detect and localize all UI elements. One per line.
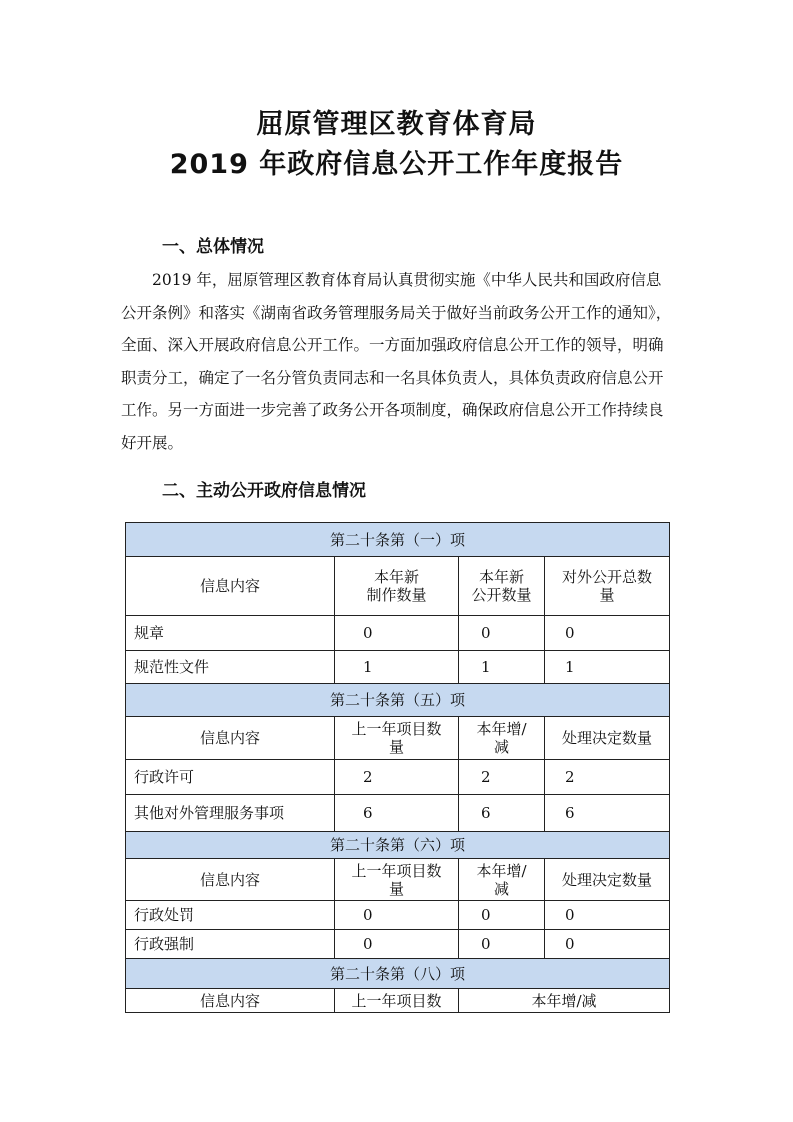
column-header-new-made — [335, 557, 459, 616]
paragraph-line: 全面、深入开展政府信息公开工作。一方面加强政府信息公开工作的领导，明确 — [121, 336, 664, 354]
column-header-content: 信息内容 — [126, 859, 335, 901]
column-header-change — [459, 859, 545, 901]
row-value: 0 — [545, 930, 670, 959]
row-value: 1 — [459, 651, 545, 684]
table-column-header-row — [126, 989, 670, 1013]
table-section-header: 第二十条第（一）项 — [126, 523, 670, 557]
table-section-header-row — [126, 684, 670, 717]
table-row — [126, 795, 670, 832]
row-value: 0 — [335, 901, 459, 930]
paragraph-line: 职责分工，确定了一名分管负责同志和一名具体负责人，具体负责政府信息公开 — [121, 368, 664, 387]
disclosure-table — [125, 522, 670, 1013]
table-section-header-row — [126, 523, 670, 557]
table-row — [126, 760, 670, 795]
header-line: 减 — [493, 738, 509, 756]
row-value: 0 — [459, 616, 545, 651]
column-header-change: 本年增/减 — [459, 989, 670, 1013]
row-label: 规范性文件 — [126, 651, 335, 684]
header-line: 制作数量 — [366, 586, 427, 604]
table-row — [126, 651, 670, 684]
row-value: 1 — [335, 651, 459, 684]
row-value: 1 — [545, 651, 670, 684]
column-header-previous-count: 上一年项目数 — [335, 989, 459, 1013]
table-column-header-row — [126, 859, 670, 901]
header-line: 本年新 — [373, 568, 419, 586]
row-value: 2 — [545, 760, 670, 795]
section-heading-active-disclosure: 二、主动公开政府信息情况 — [162, 481, 366, 501]
table-column-header-row — [126, 557, 670, 616]
row-value: 6 — [335, 795, 459, 832]
row-label: 行政处罚 — [126, 901, 335, 930]
row-value: 6 — [459, 795, 545, 832]
row-value: 0 — [459, 930, 545, 959]
row-label: 规章 — [126, 616, 335, 651]
row-value: 0 — [545, 901, 670, 930]
header-line: 量 — [388, 879, 404, 898]
header-line: 公开数量 — [471, 586, 532, 604]
report-title-line2: 2019 年政府信息公开工作年度报告 — [169, 149, 624, 180]
header-line: 上一年项目数 — [351, 720, 442, 738]
column-header-content: 信息内容 — [126, 557, 335, 616]
header-line: 量 — [388, 738, 404, 756]
header-line: 量 — [599, 586, 615, 604]
column-header-decisions: 处理决定数量 — [545, 859, 670, 901]
paragraph-line: 公开条例》和落实《湖南省政务管理服务局关于做好当前政务公开工作的通知》， — [121, 303, 672, 322]
report-title-line1: 屈原管理区教育体育局 — [256, 109, 537, 140]
row-label: 其他对外管理服务事项 — [126, 795, 335, 832]
table-row — [126, 901, 670, 930]
row-label: 行政许可 — [126, 760, 335, 795]
table-section-header-row — [126, 832, 670, 859]
table-section-header: 第二十条第（八）项 — [126, 959, 670, 989]
table-section-header: 第二十条第（五）项 — [126, 684, 670, 717]
column-header-change — [459, 717, 545, 760]
column-header-decisions: 处理决定数量 — [545, 717, 670, 760]
column-header-total-published — [545, 557, 670, 616]
header-line: 减 — [493, 879, 509, 898]
row-value: 0 — [545, 616, 670, 651]
header-line: 上一年项目数 — [351, 861, 442, 880]
column-header-previous-count — [335, 717, 459, 760]
column-header-previous-count — [335, 859, 459, 901]
row-value: 0 — [335, 930, 459, 959]
header-line: 本年增/ — [476, 861, 527, 880]
column-header-new-published — [459, 557, 545, 616]
table-column-header-row — [126, 717, 670, 760]
paragraph-line: 工作。另一方面进一步完善了政务公开各项制度，确保政府信息公开工作持续良 — [121, 401, 664, 419]
row-value: 0 — [335, 616, 459, 651]
header-line: 对外公开总数 — [562, 568, 653, 586]
paragraph-line: 2019 年，屈原管理区教育体育局认真贯彻实施《中华人民共和国政府信息 — [152, 271, 662, 289]
section-heading-overview: 一、总体情况 — [162, 237, 264, 257]
paragraph-line: 好开展。 — [121, 433, 184, 452]
table-row — [126, 616, 670, 651]
table-section-header: 第二十条第（六）项 — [126, 832, 670, 859]
overview-paragraph — [121, 264, 674, 459]
row-label: 行政强制 — [126, 930, 335, 959]
header-line: 本年新 — [478, 568, 524, 586]
column-header-content: 信息内容 — [126, 717, 335, 760]
row-value: 2 — [459, 760, 545, 795]
table-row — [126, 930, 670, 959]
row-value: 2 — [335, 760, 459, 795]
row-value: 6 — [545, 795, 670, 832]
row-value: 0 — [459, 901, 545, 930]
column-header-content: 信息内容 — [126, 989, 335, 1013]
header-line: 本年增/ — [476, 720, 527, 738]
table-section-header-row — [126, 959, 670, 989]
